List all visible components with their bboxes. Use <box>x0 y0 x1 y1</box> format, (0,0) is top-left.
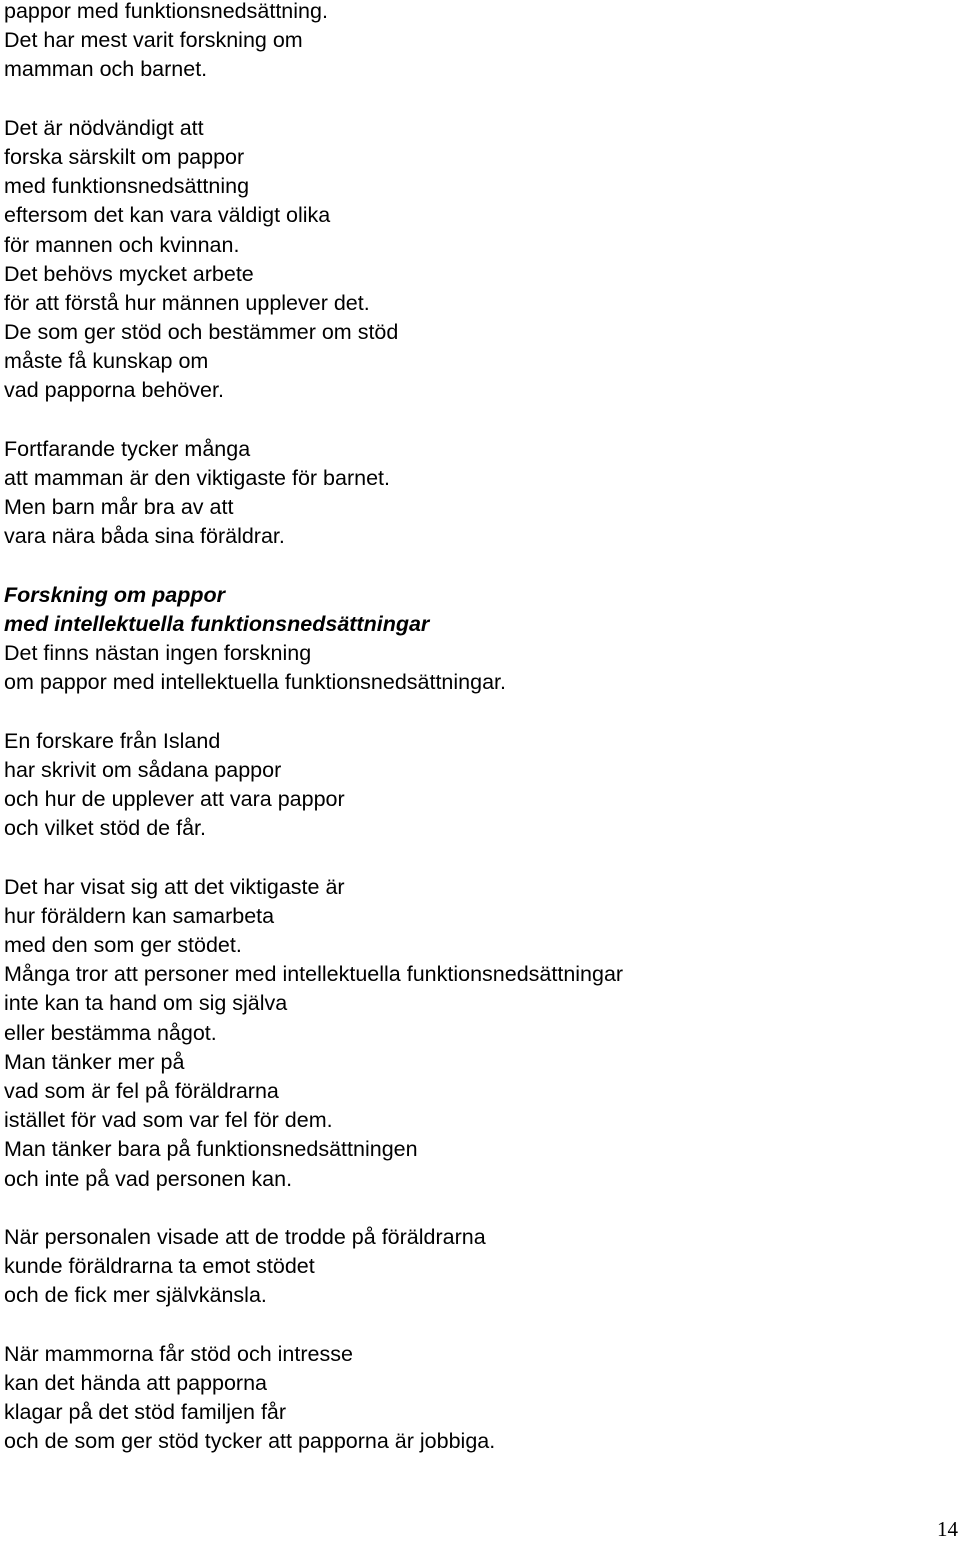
text-line: klagar på det stöd familjen får <box>4 1400 287 1424</box>
text-line: vad som är fel på föräldrarna <box>4 1078 279 1103</box>
text-line: eftersom det kan vara väldigt olika <box>4 203 331 228</box>
section-paragraph-3 <box>4 873 944 1194</box>
paragraph-spacer <box>4 698 944 727</box>
text-line: pappor med funktionsnedsättning. <box>4 0 328 23</box>
paragraph-2 <box>4 114 944 406</box>
paragraph-spacer <box>4 843 944 872</box>
document-page <box>4 0 944 1456</box>
text-line: När mammorna får stöd och intresse <box>4 1341 353 1366</box>
text-line: Man tänker mer på <box>4 1049 185 1074</box>
text-line: Det är nödvändigt att <box>4 115 204 140</box>
text-line: vara nära båda sina föräldrar. <box>4 524 285 549</box>
text-line: Det har mest varit forskning om <box>4 28 303 53</box>
section-paragraph-5 <box>4 1340 944 1457</box>
text-line: Man tänker bara på funktionsnedsättningen <box>4 1137 418 1162</box>
text-line: för mannen och kvinnan. <box>4 232 240 257</box>
paragraph-spacer <box>4 552 944 581</box>
text-line: vad papporna behöver. <box>4 378 224 403</box>
text-line: inte kan ta hand om sig själva <box>4 991 288 1016</box>
text-line: Det har visat sig att det viktigaste är <box>4 874 345 899</box>
section-paragraph-2 <box>4 727 944 844</box>
paragraph-spacer <box>4 406 944 435</box>
text-line: med den som ger stödet. <box>4 933 242 957</box>
text-line: och de fick mer självkänsla. <box>4 1283 267 1308</box>
text-line: Det behövs mycket arbete <box>4 261 254 286</box>
text-line: Det finns nästan ingen forskning <box>4 641 312 666</box>
text-line: Många tror att personer med intellektuella funktionsnedsättningar <box>4 962 624 987</box>
text-line: om pappor med intellektuella funktionsnedsättningar. <box>4 670 506 695</box>
text-line: mamman och barnet. <box>4 57 208 82</box>
paragraph-spacer <box>4 85 944 114</box>
text-line: har skrivit om sådana pappor <box>4 757 282 782</box>
text-line: En forskare från Island <box>4 728 221 753</box>
text-line: och hur de upplever att vara pappor <box>4 787 345 812</box>
section-heading <box>4 581 944 639</box>
text-line: När personalen visade att de trodde på föräldrarna <box>4 1224 486 1249</box>
text-line: kunde föräldrarna ta emot stödet <box>4 1254 315 1279</box>
section-paragraph-1 <box>4 639 944 697</box>
paragraph-spacer <box>4 1310 944 1339</box>
text-line: hur föräldern kan samarbeta <box>4 903 275 928</box>
text-line: och de som ger stöd tycker att papporna är jobbiga. <box>4 1429 496 1454</box>
text-line: Men barn mår bra av att <box>4 495 234 520</box>
text-line: med funktionsnedsättning <box>4 174 250 199</box>
heading-line: med intellektuella funktionsnedsättningar <box>4 611 430 636</box>
text-line: istället för vad som var fel för dem. <box>4 1108 333 1133</box>
paragraph-3 <box>4 435 944 552</box>
heading-line: Forskning om pappor <box>4 582 225 607</box>
text-line: att mamman är den viktigaste för barnet. <box>4 466 390 490</box>
page-number: 14 <box>937 1517 958 1541</box>
text-line: för att förstå hur männen upplever det. <box>4 290 370 315</box>
section-paragraph-4 <box>4 1223 944 1311</box>
text-line: De som ger stöd och bestämmer om stöd <box>4 320 399 345</box>
text-line: forska särskilt om pappor <box>4 144 245 169</box>
text-line: kan det hända att papporna <box>4 1370 267 1395</box>
text-line: måste få kunskap om <box>4 349 209 374</box>
text-line: och vilket stöd de får. <box>4 816 206 841</box>
text-line: eller bestämma något. <box>4 1020 217 1045</box>
text-line: och inte på vad personen kan. <box>4 1166 293 1191</box>
text-line: Fortfarande tycker många <box>4 436 251 461</box>
paragraph-1 <box>4 0 944 85</box>
paragraph-spacer <box>4 1194 944 1223</box>
